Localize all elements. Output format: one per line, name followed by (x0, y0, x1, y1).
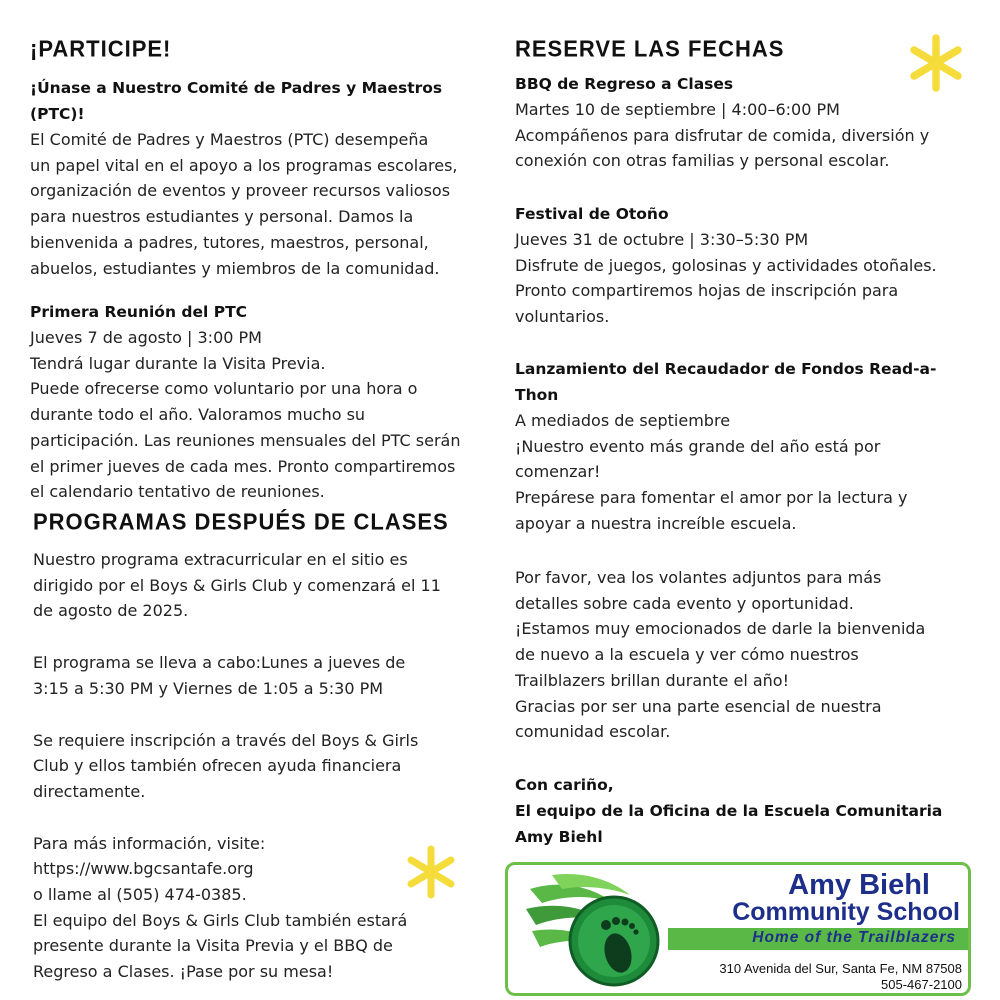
ptc-meeting-line: el calendario tentativo de reuniones. (30, 482, 325, 502)
closing-line: Trailblazers brillan durante el año! (515, 670, 789, 690)
afterschool-line: presente durante la Visita Previa y el BBQ de (33, 936, 393, 956)
closing-line: ¡Estamos muy emocionados de darle la bienvenida (515, 619, 926, 639)
closing-line: Gracias por ser una parte esencial de nuestra (515, 696, 882, 716)
afterschool-line: Club y ellos también ofrecen ayuda financiera (33, 756, 402, 776)
signoff-line: Amy Biehl (515, 828, 603, 846)
afterschool-line: dirigido por el Boys & Girls Club y comenzará el 11 (33, 575, 441, 595)
ptc-meeting-line: participación. Las reuniones mensuales del PTC serán (30, 430, 461, 450)
ptc-body-line: bienvenida a padres, tutores, maestros, personal, (30, 232, 429, 252)
readathon-line: apoyar a nuestra increíble escuela. (515, 513, 797, 533)
ptc-meeting-line: Tendrá lugar durante la Visita Previa. (30, 353, 326, 373)
school-tagline: Home of the Trailblazers (752, 929, 956, 946)
fall-festival-line: Disfrute de juegos, golosinas y actividades otoñales. (515, 255, 937, 275)
bbq-line: Acompáñenos para disfrutar de comida, diversión y (515, 125, 930, 145)
closing-line: comunidad escolar. (515, 722, 671, 742)
ptc-meeting-line: Jueves 7 de agosto | 3:00 PM (30, 328, 262, 347)
afterschool-line: 3:15 a 5:30 PM y Viernes de 1:05 a 5:30 PM (33, 678, 384, 698)
afterschool-line: Se requiere inscripción a través del Boys & Girls (33, 730, 419, 750)
closing-line: Por favor, vea los volantes adjuntos para más (515, 568, 882, 587)
afterschool-section (33, 547, 478, 985)
closing-message (515, 565, 970, 745)
readathon-event (515, 356, 970, 537)
ptc-meeting-line: durante todo el año. Valoramos mucho su (30, 405, 366, 425)
ptc-body-line: para nuestros estudiantes y personal. Damos la (30, 207, 414, 227)
readathon-title-line1: Lanzamiento del Recaudador de Fondos Read-a- (515, 360, 937, 378)
bbq-line: Martes 10 de septiembre | 4:00–6:00 PM (515, 100, 840, 119)
signoff-line: El equipo de la Oficina de la Escuela Comunitaria (515, 802, 943, 820)
ptc-section (30, 75, 480, 281)
readathon-line: Prepárese para fomentar el amor por la lectura y (515, 488, 908, 508)
ptc-meeting-line: Puede ofrecerse como voluntario por una hora o (30, 379, 418, 399)
school-phone: 505-467-2100 (881, 977, 962, 992)
afterschool-line: directamente. (33, 781, 146, 801)
afterschool-line: Nuestro programa extracurricular en el sitio es (33, 550, 408, 569)
trailblazer-flame-footprint-icon (522, 869, 672, 993)
bbq-title: BBQ de Regreso a Clases (515, 75, 734, 93)
readathon-line: comenzar! (515, 462, 601, 482)
ptc-body-line: abuelos, estudiantes y miembros de la comunidad. (30, 258, 440, 278)
fall-festival-line: Pronto compartiremos hojas de inscripción para (515, 281, 899, 301)
ptc-body (30, 127, 480, 281)
ptc-title-line2: (PTC)! (30, 105, 85, 123)
afterschool-line: de agosto de 2025. (33, 601, 189, 621)
sparkle-star-icon (402, 843, 460, 901)
fall-festival-line: Jueves 31 de octubre | 3:30–5:30 PM (515, 230, 809, 249)
fall-festival-title: Festival de Otoño (515, 205, 669, 223)
ptc-meeting-line: el primer jueves de cada mes. Pronto compartiremos (30, 456, 456, 476)
bgc-phone: o llame al (505) 474-0385. (33, 885, 247, 905)
afterschool-heading: PROGRAMAS DESPUÉS DE CLASES (33, 508, 449, 535)
afterschool-line: Para más información, visite: (33, 833, 266, 853)
school-name-line1: Amy Biehl (788, 869, 930, 901)
fall-festival-event (515, 201, 970, 330)
bbq-event (515, 71, 970, 174)
bgc-website-link[interactable]: https://www.bgcsantafe.org (33, 859, 254, 879)
signoff-line: Con cariño, (515, 776, 614, 794)
afterschool-line: El programa se lleva a cabo:Lunes a jueves de (33, 653, 406, 673)
signoff (515, 772, 970, 850)
ptc-body-line: El Comité de Padres y Maestros (PTC) desempeña (30, 130, 429, 149)
afterschool-line: Regreso a Clases. ¡Pase por su mesa! (33, 962, 334, 982)
school-address: 310 Avenida del Sur, Santa Fe, NM 87508 (719, 961, 962, 976)
school-logo-card (505, 862, 971, 996)
ptc-title-line1: ¡Únase a Nuestro Comité de Padres y Maestros (30, 79, 443, 97)
closing-line: de nuevo a la escuela y ver cómo nuestros (515, 645, 859, 665)
closing-line: detalles sobre cada evento y oportunidad. (515, 593, 854, 613)
readathon-line: ¡Nuestro evento más grande del año está por (515, 436, 881, 456)
participate-heading: ¡PARTICIPE! (30, 35, 172, 62)
readathon-line: A mediados de septiembre (515, 411, 731, 430)
readathon-title-line2: Thon (515, 386, 559, 404)
ptc-meeting-title: Primera Reunión del PTC (30, 303, 248, 321)
ptc-meeting-section (30, 299, 480, 505)
afterschool-line: El equipo del Boys & Girls Club también estará (33, 910, 408, 930)
bbq-line: conexión con otras familias y personal escolar. (515, 151, 890, 171)
ptc-body-line: un papel vital en el apoyo a los programas escolares, (30, 155, 458, 175)
school-name-line2: Community School (732, 898, 960, 926)
fall-festival-line: voluntarios. (515, 307, 610, 327)
dates-heading: RESERVE LAS FECHAS (515, 35, 785, 62)
ptc-body-line: organización de eventos y proveer recursos valiosos (30, 181, 451, 201)
